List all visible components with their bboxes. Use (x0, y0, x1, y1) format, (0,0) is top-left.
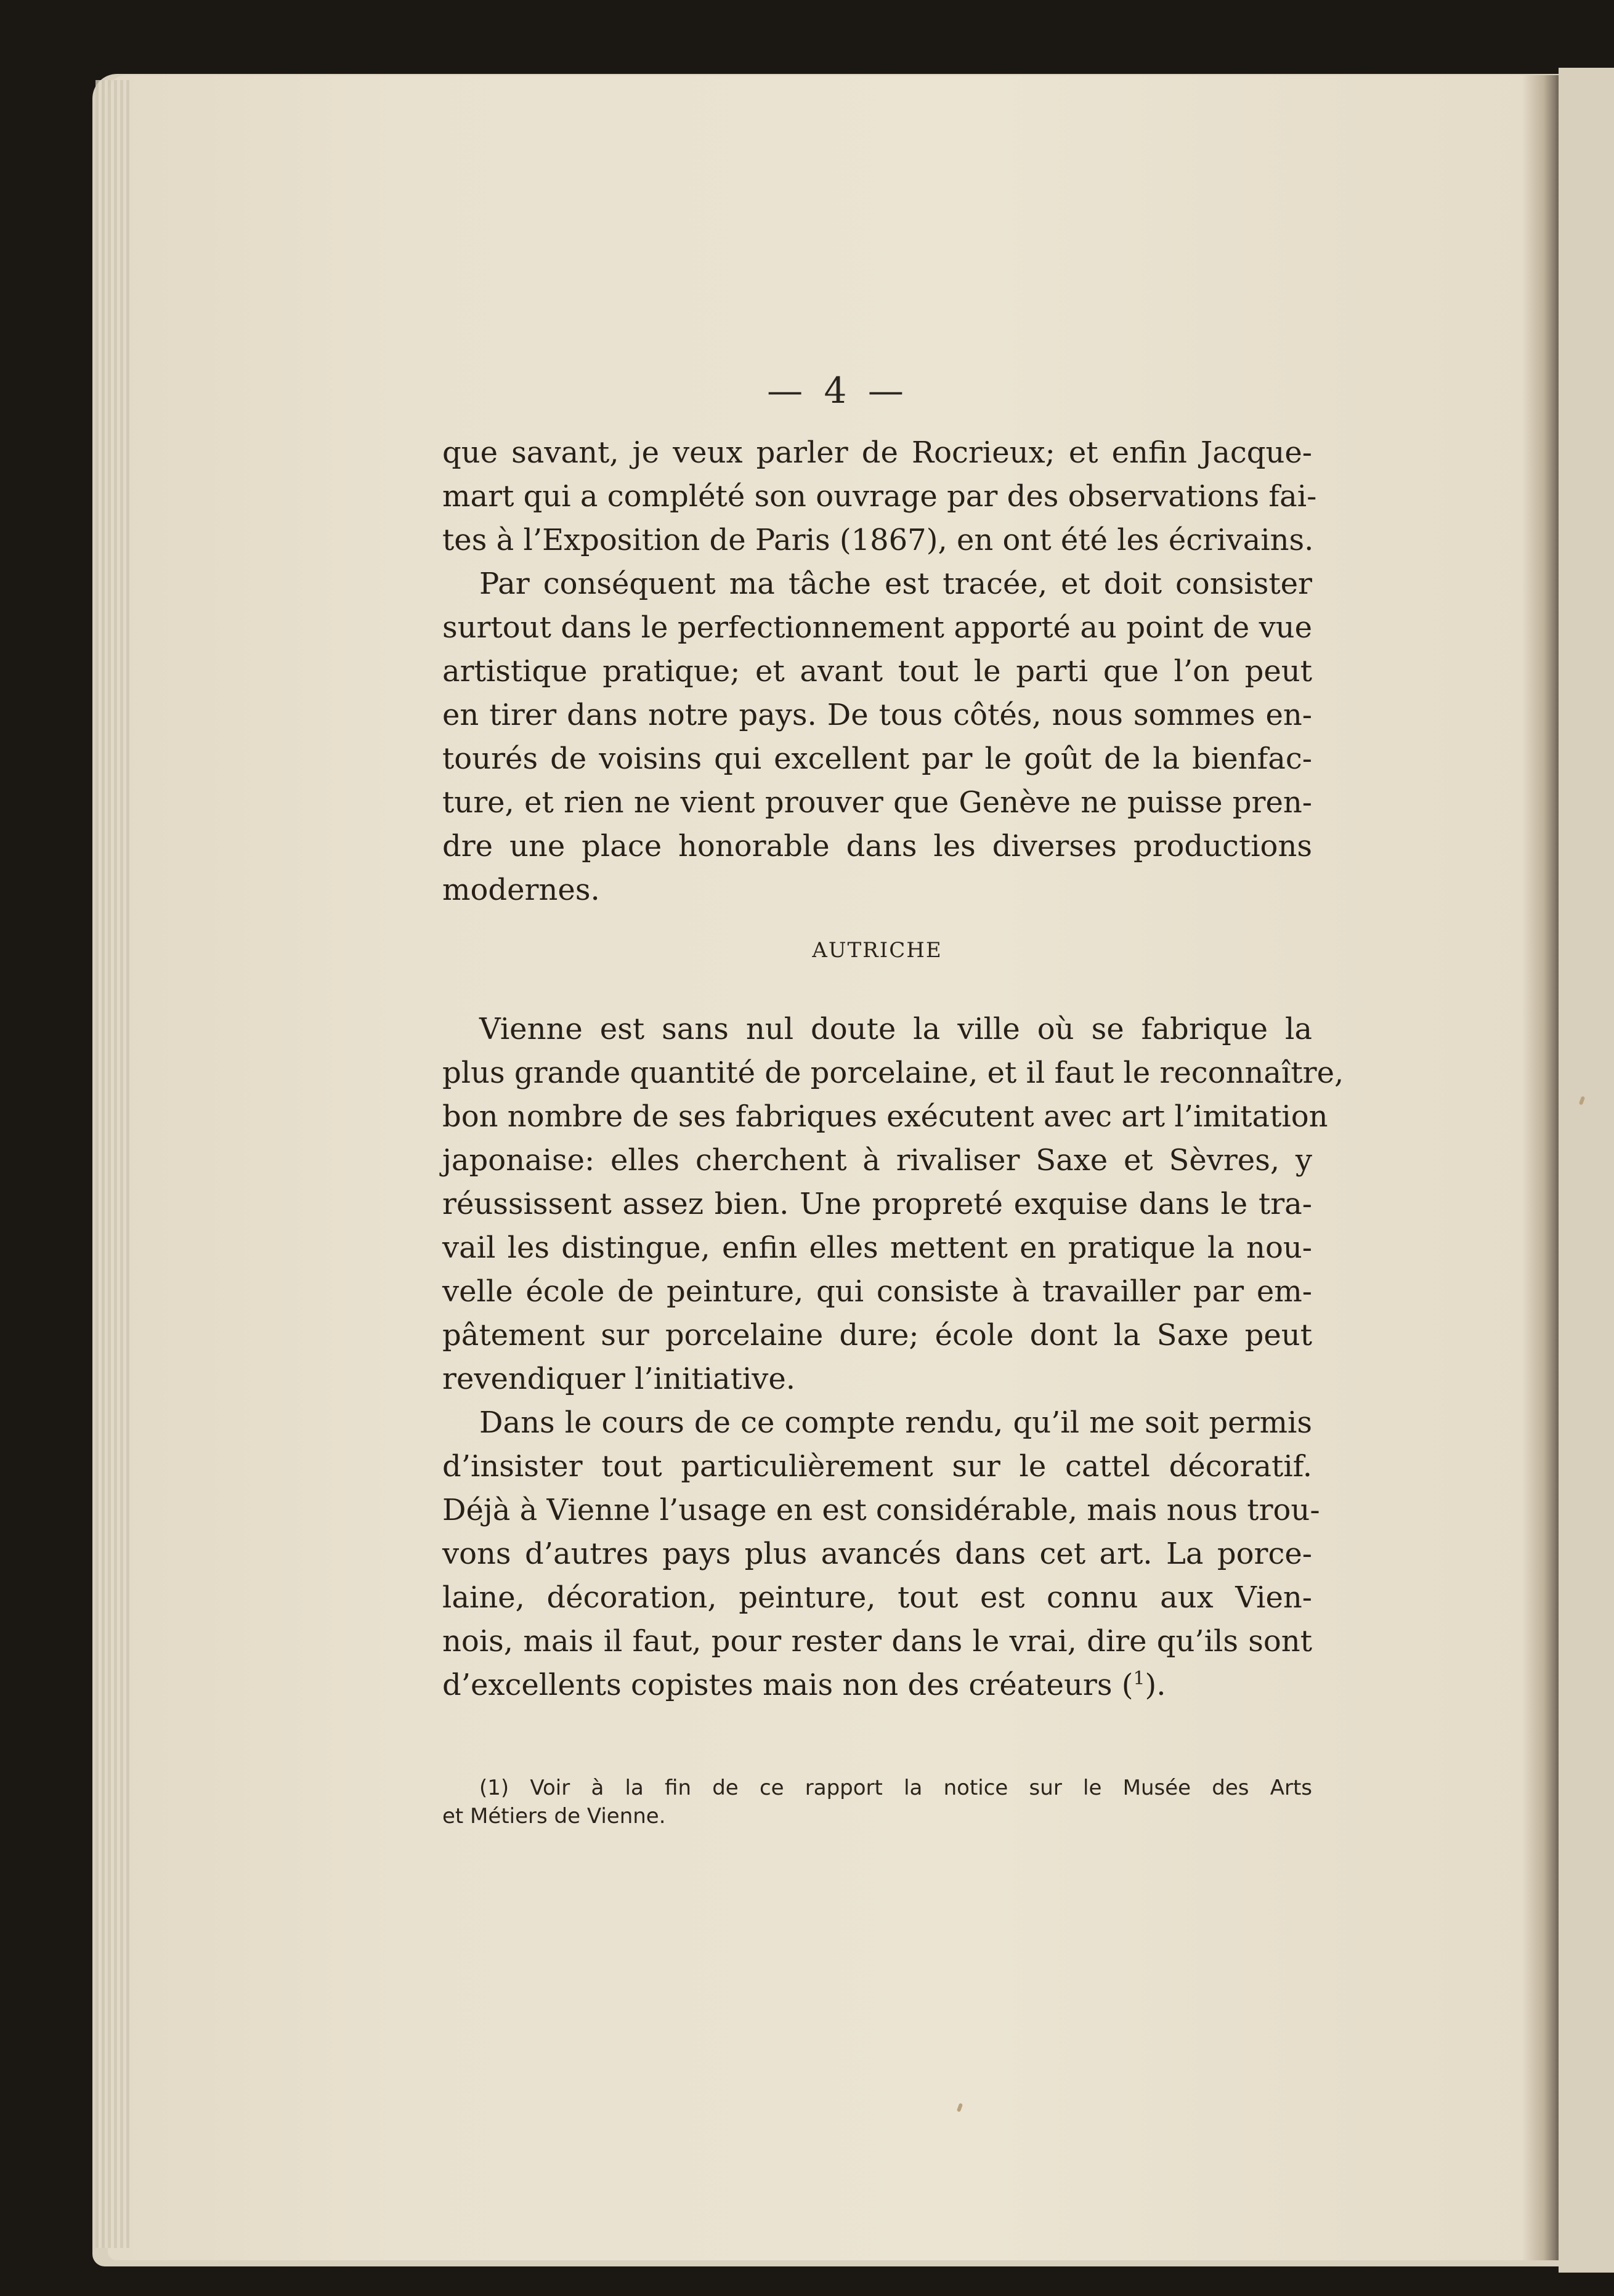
page-number: — 4 — (767, 370, 909, 411)
paragraph-1 (442, 431, 1317, 562)
text-line: laine, décoration, peinture, tout est connu aux Vien- (442, 1580, 1312, 1615)
text-line-with-footnote-ref (442, 1663, 1312, 1707)
text-line: tourés de voisins qui excellent par le goût de la bienfac- (442, 742, 1312, 776)
text-line: pâtement sur porcelaine dure; école dont la Saxe peut (442, 1318, 1312, 1352)
body-text (442, 431, 1344, 1707)
text-line: d’excellents copistes mais non des créateurs ( (442, 1668, 1133, 1702)
footnote-ref-close: ). (1145, 1668, 1166, 1702)
text-line: réussissent assez bien. Une propreté exquise dans le tra- (442, 1187, 1312, 1221)
paragraph-3 (442, 1008, 1344, 1401)
text-line: dre une place honorable dans les diverses productions (442, 829, 1312, 863)
paragraph-4 (442, 1401, 1320, 1707)
text-line: japonaise: elles cherchent à rivaliser Saxe et Sèvres, y (442, 1143, 1312, 1178)
text-line: nois, mais il faut, pour rester dans le vrai, dire qu’ils sont (442, 1624, 1312, 1659)
text-line: que savant, je veux parler de Rocrieux; et enfin Jacque- (442, 435, 1312, 470)
text-line: Par conséquent ma tâche est tracée, et doit consister (479, 567, 1312, 601)
text-line: en tirer dans notre pays. De tous côtés, nous sommes en- (442, 698, 1312, 732)
text-line: revendiquer l’initiative. (442, 1362, 796, 1396)
footnote (442, 1774, 1312, 1830)
page-edges (95, 80, 132, 2248)
footnote-line: et Métiers de Vienne. (442, 1804, 666, 1829)
paragraph-2 (442, 562, 1312, 912)
text-line: artistique pratique; et avant tout le parti que l’on peut (442, 654, 1312, 689)
gutter-shadow (1522, 75, 1559, 2260)
text-line: modernes. (442, 873, 600, 907)
text-line: Dans le cours de ce compte rendu, qu’il me soit permis (479, 1405, 1312, 1440)
text-line: tes à l’Exposition de Paris (1867), en ont été les écrivains. (442, 523, 1314, 557)
facing-page-edge (1559, 68, 1614, 2273)
text-line: velle école de peinture, qui consiste à travailler par em- (442, 1274, 1312, 1309)
text-line: vail les distingue, enfin elles mettent en pratique la nou- (442, 1231, 1312, 1265)
text-line: ture, et rien ne vient prouver que Genève ne puisse pren- (442, 785, 1312, 820)
footnote-line: (1) Voir à la fin de ce rapport la notice sur le Musée des Arts (479, 1776, 1312, 1800)
text-line: bon nombre de ses fabriques exécutent avec art l’imitation (442, 1099, 1328, 1134)
footnote-marker: 1 (1133, 1668, 1145, 1689)
text-line: vons d’autres pays plus avancés dans cet art. La porce- (442, 1537, 1312, 1571)
text-line: mart qui a complété son ouvrage par des observations fai- (442, 479, 1317, 514)
text-line: surtout dans le perfectionnement apporté au point de vue (442, 610, 1312, 645)
text-line: Vienne est sans nul doute la ville où se fabrique la (479, 1012, 1312, 1046)
text-line: plus grande quantité de porcelaine, et il faut le reconnaître, (442, 1056, 1344, 1090)
text-line: Déjà à Vienne l’usage en est considérable, mais nous trou- (442, 1493, 1320, 1527)
text-line: d’insister tout particulièrement sur le cattel décoratif. (442, 1449, 1312, 1484)
section-heading: AUTRICHE (812, 938, 943, 963)
